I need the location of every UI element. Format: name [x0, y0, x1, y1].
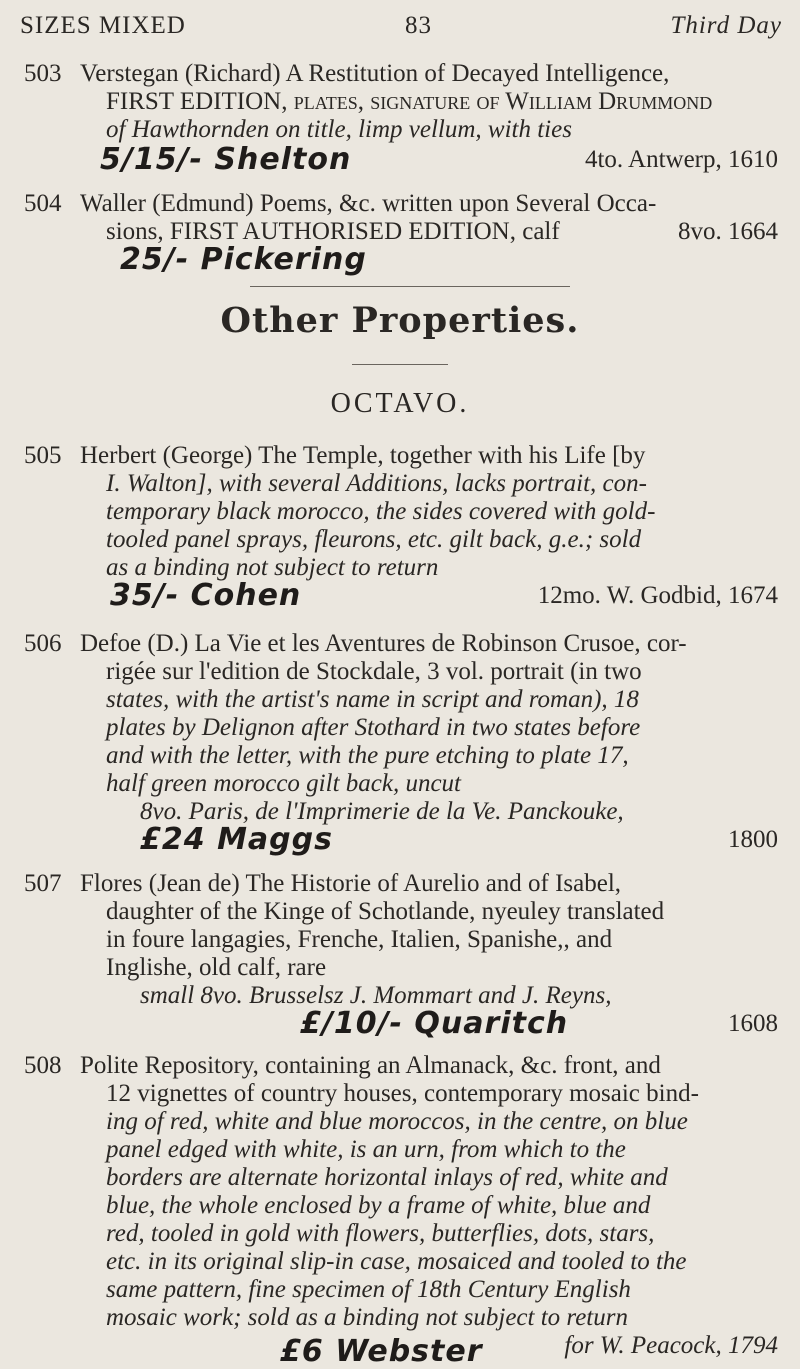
lot-line: Inglishe, old calf, rare	[106, 954, 327, 981]
lot-line: panel edged with white, is an urn, from which to the	[106, 1136, 626, 1163]
page-header	[20, 12, 782, 42]
lot-line: FIRST EDITION, plates, signature of William Drummond	[106, 88, 713, 115]
lot-line: Herbert (George) The Temple, together with his Life [by	[80, 442, 646, 469]
lot-number: 506	[24, 630, 62, 657]
lot-line: half green morocco gilt back, uncut	[106, 770, 462, 797]
lot-line: I. Walton], with several Additions, lacks portrait, con-	[106, 470, 647, 497]
handwritten-annotation: £6 Webster	[280, 1334, 483, 1369]
lot-number: 508	[24, 1052, 62, 1079]
section-title: Other Properties.	[220, 300, 580, 341]
lot-line: sions, FIRST AUTHORISED EDITION, calf	[106, 218, 560, 245]
lot-line: same pattern, fine specimen of 18th Century English	[106, 1276, 631, 1303]
lot-line: small 8vo. Brusselsz J. Mommart and J. Reyns,	[140, 982, 612, 1009]
lot-line: ing of red, white and blue moroccos, in the centre, on blue	[106, 1108, 688, 1135]
lot-line: and with the letter, with the pure etching to plate 17,	[106, 742, 629, 769]
lot-number: 503	[24, 60, 62, 87]
lot-imprint: 12mo. W. Godbid, 1674	[537, 582, 778, 609]
lot-line: etc. in its original slip-in case, mosaiced and tooled to the	[106, 1248, 687, 1275]
lot-line: plates by Delignon after Stothard in two states before	[106, 714, 641, 741]
lot-number: 507	[24, 870, 62, 897]
lot-line: red, tooled in gold with flowers, butterflies, dots, stars,	[106, 1220, 655, 1247]
lot-line: mosaic work; sold as a binding not subject to return	[106, 1304, 628, 1331]
lot-imprint: 1800	[728, 826, 778, 853]
lot-line: 12 vignettes of country houses, contemporary mosaic bind-	[106, 1080, 699, 1107]
lot-line: tooled panel sprays, fleurons, etc. gilt back, g.e.; sold	[106, 526, 642, 553]
handwritten-annotation: 5/15/- Shelton	[100, 142, 352, 177]
header-left: SIZES MIXED	[20, 12, 186, 39]
handwritten-annotation: 25/- Pickering	[120, 242, 367, 277]
lot-imprint: 8vo. 1664	[678, 218, 778, 245]
lot-line: temporary black morocco, the sides covered with gold-	[106, 498, 656, 525]
lot-imprint: 1608	[728, 1010, 778, 1037]
lot-number: 505	[24, 442, 62, 469]
lot-line: Waller (Edmund) Poems, &c. written upon Several Occa-	[80, 190, 657, 217]
lot-line: Verstegan (Richard) A Restitution of Decayed Intelligence,	[80, 60, 670, 87]
lot-description	[80, 60, 778, 180]
lot-imprint: for W. Peacock, 1794	[564, 1332, 778, 1359]
lot-description	[80, 1052, 778, 1368]
lot-line: borders are alternate horizontal inlays of red, white and	[106, 1164, 668, 1191]
handwritten-annotation: £24 Maggs	[140, 822, 333, 857]
lot-line: of Hawthornden on title, limp vellum, with ties	[106, 116, 572, 143]
lot-description	[80, 630, 778, 862]
lot-line: as a binding not subject to return	[106, 554, 439, 581]
divider-rule	[250, 286, 570, 287]
lot-line: in foure langagies, Frenche, Italien, Spanishe,, and	[106, 926, 613, 953]
lot-description	[80, 870, 778, 1046]
lot-line: Flores (Jean de) The Historie of Aurelio and of Isabel,	[80, 870, 622, 897]
lot-number: 504	[24, 190, 62, 217]
handwritten-annotation: 35/- Cohen	[110, 578, 302, 613]
lot-line: states, with the artist's name in script and roman), 18	[106, 686, 639, 713]
lot-imprint: 4to. Antwerp, 1610	[584, 146, 778, 173]
lot-line: daughter of the Kinge of Schotlande, nyeuley translated	[106, 898, 665, 925]
lot-description	[80, 190, 778, 282]
lot-line: rigée sur l'edition de Stockdale, 3 vol. portrait (in two	[106, 658, 642, 685]
lot-line: Defoe (D.) La Vie et les Aventures de Robinson Crusoe, cor-	[80, 630, 687, 657]
lot-description	[80, 442, 778, 618]
page-number: 83	[405, 12, 432, 39]
lot-line: blue, the whole enclosed by a frame of white, blue and	[106, 1192, 651, 1219]
section-subhead: OCTAVO.	[330, 388, 470, 419]
divider-rule	[352, 364, 448, 365]
handwritten-annotation: £/10/- Quaritch	[300, 1006, 569, 1041]
lot-line: Polite Repository, containing an Almanack, &c. front, and	[80, 1052, 661, 1079]
header-right: Third Day	[670, 12, 782, 39]
lot-line: 8vo. Paris, de l'Imprimerie de la Ve. Panckouke,	[140, 798, 624, 825]
